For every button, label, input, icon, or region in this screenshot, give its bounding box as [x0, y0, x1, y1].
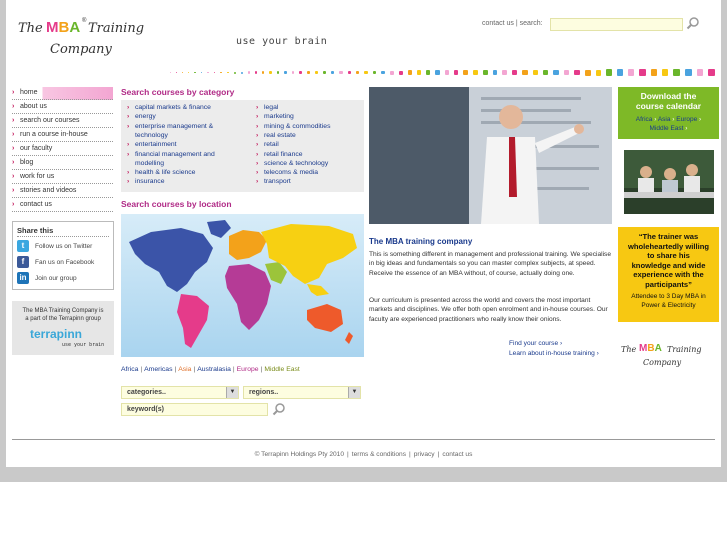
- main-para2: Our curriculum is presented across the world and covers the most important markets and disciplines. We offer both open enrolment and in-house courses. Our faculty are experienced practitioners who really know their onions.: [369, 297, 608, 323]
- category-link[interactable]: › energy: [127, 112, 156, 121]
- share-label: Fan us on Facebook: [35, 258, 95, 266]
- category-link[interactable]: › entertainment: [127, 140, 177, 149]
- decorative-dot: [348, 71, 351, 75]
- calendar-region-link[interactable]: Asia: [657, 116, 671, 123]
- decorative-dot: [522, 70, 527, 75]
- terrapinn-box[interactable]: [12, 301, 114, 355]
- quote-line6: participants”: [645, 279, 692, 289]
- category-link[interactable]: › enterprise management &: [127, 122, 213, 131]
- region-link-americas[interactable]: Americas: [144, 366, 173, 373]
- region-link-middle-east[interactable]: Middle East: [264, 366, 300, 373]
- main-title: The MBA training company: [369, 237, 473, 246]
- category-link[interactable]: › retail: [256, 140, 279, 149]
- logo-small-training: Training: [667, 345, 702, 354]
- logo-mba: MBA: [46, 19, 81, 36]
- decorative-dot: [234, 72, 236, 74]
- category-link[interactable]: › transport: [256, 177, 291, 186]
- decorative-dot: [617, 69, 623, 75]
- share-row[interactable]: [17, 240, 92, 252]
- decorative-dot: [269, 71, 271, 74]
- decorative-dot: [417, 70, 421, 74]
- tagline: use your brain: [236, 36, 328, 47]
- contact-link[interactable]: contact us: [482, 20, 514, 27]
- quote-line5: experience with the: [633, 270, 704, 279]
- decorative-dot: [628, 69, 634, 75]
- logo[interactable]: [18, 18, 153, 64]
- decorative-dot: [543, 70, 548, 76]
- decorative-dot: [170, 72, 171, 73]
- category-link[interactable]: technology: [135, 131, 168, 139]
- region-sep: |: [260, 366, 263, 373]
- decorative-dot: [574, 70, 580, 76]
- decorative-dot: [373, 71, 377, 75]
- decorative-dot: [299, 71, 302, 74]
- quote-sub2: Power & Electricity: [641, 302, 696, 309]
- decorative-dot: [381, 71, 385, 75]
- quote-line1: “The trainer was: [638, 232, 699, 241]
- logo-company: Company: [50, 42, 112, 57]
- decorative-dot: [207, 72, 209, 74]
- region-sep: |: [232, 366, 235, 373]
- decorative-dot: [662, 69, 668, 76]
- calendar-links: [618, 115, 719, 133]
- category-link[interactable]: › capital markets & finance: [127, 103, 211, 112]
- category-link[interactable]: › science & technology: [256, 159, 328, 168]
- nav-item-label: about us: [20, 103, 47, 110]
- inhouse-training-link[interactable]: Learn about in-house training ›: [509, 350, 599, 357]
- chevron-down-icon: ▼: [226, 387, 238, 398]
- decorative-dot: [248, 71, 250, 73]
- nav-item-label: work for us: [20, 173, 55, 180]
- decorative-dot: [651, 69, 657, 76]
- decorative-dot: [708, 69, 715, 76]
- footer: [0, 451, 727, 458]
- category-link[interactable]: › insurance: [127, 177, 164, 186]
- decorative-dot: [435, 70, 439, 75]
- decorative-dot: [356, 71, 359, 75]
- decorative-dot: [596, 70, 602, 76]
- terrapinn-logo-tag: use your brain: [62, 342, 105, 348]
- decorative-dot: [241, 72, 243, 74]
- share-box: [12, 221, 114, 290]
- nav-item-label: blog: [20, 159, 34, 166]
- region-link-africa[interactable]: Africa: [121, 366, 139, 373]
- decorative-dot: [606, 69, 612, 75]
- footer-link[interactable]: contact us: [442, 451, 473, 458]
- categories-select-value: categories..: [127, 389, 166, 396]
- decorative-dot: [201, 72, 202, 74]
- nav-item-blog[interactable]: [12, 157, 113, 170]
- categories-select[interactable]: [121, 386, 239, 399]
- chevron-right-icon: ›: [683, 125, 688, 132]
- decorative-dot: [483, 70, 488, 75]
- decorative-dot: [512, 70, 517, 75]
- nav-item-label: stories and videos: [20, 187, 77, 194]
- top-links: [482, 20, 543, 27]
- decorative-dot: [454, 70, 458, 75]
- nav-item-work-for-us[interactable]: [12, 171, 113, 184]
- trainer-photo: [369, 87, 612, 224]
- footer-link[interactable]: terms & conditions: [351, 451, 406, 458]
- calendar-region-link[interactable]: Africa: [635, 116, 653, 123]
- course-calendar-box[interactable]: [618, 87, 719, 139]
- chevron-right-icon: ›: [670, 116, 677, 123]
- decorative-dot: [364, 71, 368, 75]
- nav-item-home[interactable]: [12, 87, 113, 100]
- main-para1: This is something different in management and professional training. We specialise in big ideas and fundamentals so you can master complex subjects, at speed. Receive the essence of an MBA without, of course, actually doing one.: [369, 251, 612, 277]
- category-link[interactable]: › mining & commodities: [256, 122, 330, 131]
- nav-item-label: search our courses: [20, 117, 80, 124]
- decorative-dot: [426, 70, 430, 74]
- decorative-dot: [390, 71, 394, 75]
- decorative-dot: [262, 71, 264, 73]
- testimonial-box: [618, 227, 719, 322]
- decorative-dot: [227, 72, 229, 74]
- quote-line2: wholeheartedly willing: [627, 241, 709, 251]
- category-box: [121, 100, 364, 192]
- category-link[interactable]: › health & life science: [127, 168, 195, 177]
- nav-item-run-a-course-in-house[interactable]: [12, 129, 113, 142]
- footer-sep: |: [409, 451, 411, 458]
- calendar-line2: course calendar: [635, 101, 702, 111]
- category-link[interactable]: modelling: [135, 159, 165, 167]
- facebook-icon: f: [17, 256, 29, 268]
- decorative-dot: [697, 69, 704, 76]
- decorative-dot: [307, 71, 310, 74]
- terrapinn-line1: The MBA Training Company is: [22, 308, 104, 314]
- category-link[interactable]: › financial management and: [127, 150, 215, 159]
- decorative-dot-strip: [170, 69, 715, 76]
- search-label: search:: [519, 20, 543, 27]
- decorative-dot: [255, 71, 257, 73]
- keyword-input[interactable]: [121, 403, 268, 416]
- nav-item-label: home: [20, 89, 38, 96]
- calendar-region-link[interactable]: Europe: [676, 116, 698, 123]
- decorative-dot: [176, 72, 177, 73]
- location-title: Search courses by location: [121, 199, 232, 209]
- find-course-link[interactable]: Find your course ›: [509, 340, 563, 347]
- logo-the: The: [18, 21, 43, 36]
- category-title: Search courses by category: [121, 87, 235, 97]
- footer-link[interactable]: privacy: [413, 451, 435, 458]
- decorative-dot: [463, 70, 468, 75]
- nav-item-about-us[interactable]: [12, 101, 113, 114]
- top-sep: |: [515, 20, 518, 27]
- region-sep: |: [174, 366, 177, 373]
- keyword-input-placeholder: keyword(s): [127, 406, 164, 413]
- copyright: © Terrapinn Holdings Pty 2010: [254, 451, 345, 458]
- decorative-dot: [339, 71, 342, 74]
- classroom-photo: [624, 150, 714, 214]
- category-link[interactable]: › marketing: [256, 112, 294, 121]
- nav-item-label: contact us: [20, 201, 52, 208]
- region-link-australasia[interactable]: Australasia: [197, 366, 231, 373]
- chevron-right-icon: ›: [697, 116, 702, 123]
- quote-sub1: Attendee to 3 Day MBA in: [631, 293, 706, 300]
- logo-registered: ®: [82, 18, 87, 24]
- share-row[interactable]: [17, 272, 77, 284]
- decorative-dot: [194, 72, 195, 73]
- decorative-dot: [284, 71, 287, 74]
- decorative-dot: [331, 71, 334, 74]
- decorative-dot: [473, 70, 478, 75]
- chevron-right-icon: ›: [652, 116, 658, 123]
- category-link[interactable]: › telecoms & media: [256, 168, 318, 177]
- chevron-down-icon: ▼: [348, 387, 360, 398]
- footer-sep: |: [437, 451, 440, 458]
- nav-item-stories-and-videos[interactable]: [12, 185, 113, 198]
- decorative-dot: [188, 72, 189, 73]
- nav-item-contact-us[interactable]: [12, 199, 113, 212]
- search-icon[interactable]: [686, 16, 700, 30]
- category-link[interactable]: › legal: [256, 103, 278, 112]
- decorative-dot: [493, 70, 498, 75]
- logo-small-mba: MBA: [639, 343, 662, 354]
- region-link-europe[interactable]: Europe: [236, 366, 259, 373]
- decorative-dot: [502, 70, 507, 75]
- footer-sep: |: [347, 451, 349, 458]
- region-links: [121, 366, 300, 373]
- bottom-band: [0, 467, 727, 482]
- decorative-dot: [315, 71, 318, 74]
- twitter-icon: t: [17, 240, 29, 252]
- nav-item-label: our faculty: [20, 145, 53, 152]
- keyword-search-icon[interactable]: [272, 402, 286, 416]
- decorative-dot: [182, 72, 183, 73]
- region-sep: |: [193, 366, 196, 373]
- search-input[interactable]: [550, 18, 683, 31]
- regions-select-value: regions..: [249, 389, 279, 396]
- nav-item-label: run a course in-house: [20, 131, 88, 138]
- logo-training: Training: [88, 21, 145, 36]
- decorative-dot: [685, 69, 692, 76]
- nav-item-search-our-courses[interactable]: [12, 115, 113, 128]
- quote-line4: knowledge and wide: [631, 260, 706, 270]
- share-title: Share this: [17, 226, 54, 235]
- decorative-dot: [564, 70, 570, 76]
- quote-line3: to share his: [647, 251, 690, 260]
- calendar-region-link[interactable]: Middle East: [649, 125, 684, 132]
- linkedin-icon: in: [17, 272, 29, 284]
- decorative-dot: [639, 69, 645, 76]
- region-link-asia[interactable]: Asia: [178, 366, 192, 373]
- decorative-dot: [323, 71, 326, 74]
- category-link[interactable]: › retail finance: [256, 150, 303, 159]
- decorative-dot: [673, 69, 680, 76]
- decorative-dot: [292, 71, 295, 74]
- decorative-dot: [585, 70, 591, 76]
- category-link[interactable]: › real estate: [256, 131, 296, 140]
- share-label: Join our group: [35, 274, 77, 282]
- nav-item-our-faculty[interactable]: [12, 143, 113, 156]
- decorative-dot: [214, 72, 216, 74]
- world-map[interactable]: [121, 214, 364, 357]
- share-label: Follow us on Twitter: [35, 242, 93, 250]
- regions-select[interactable]: [243, 386, 361, 399]
- decorative-dot: [533, 70, 538, 76]
- decorative-dot: [445, 70, 449, 75]
- region-sep: |: [140, 366, 143, 373]
- share-row[interactable]: [17, 256, 94, 268]
- logo-small-the: The: [621, 345, 637, 354]
- logo-small: [621, 343, 721, 375]
- decorative-dot: [553, 70, 558, 76]
- calendar-line1: Download the: [640, 91, 697, 101]
- logo-small-company: Company: [643, 358, 682, 367]
- decorative-dot: [220, 72, 222, 74]
- footer-divider: [12, 439, 715, 440]
- decorative-dot: [408, 70, 412, 74]
- decorative-dot: [277, 71, 279, 74]
- decorative-dot: [399, 71, 403, 75]
- terrapinn-line2: a part of the Terrapinn group: [25, 316, 101, 322]
- terrapinn-logo: terrapinn: [30, 327, 83, 341]
